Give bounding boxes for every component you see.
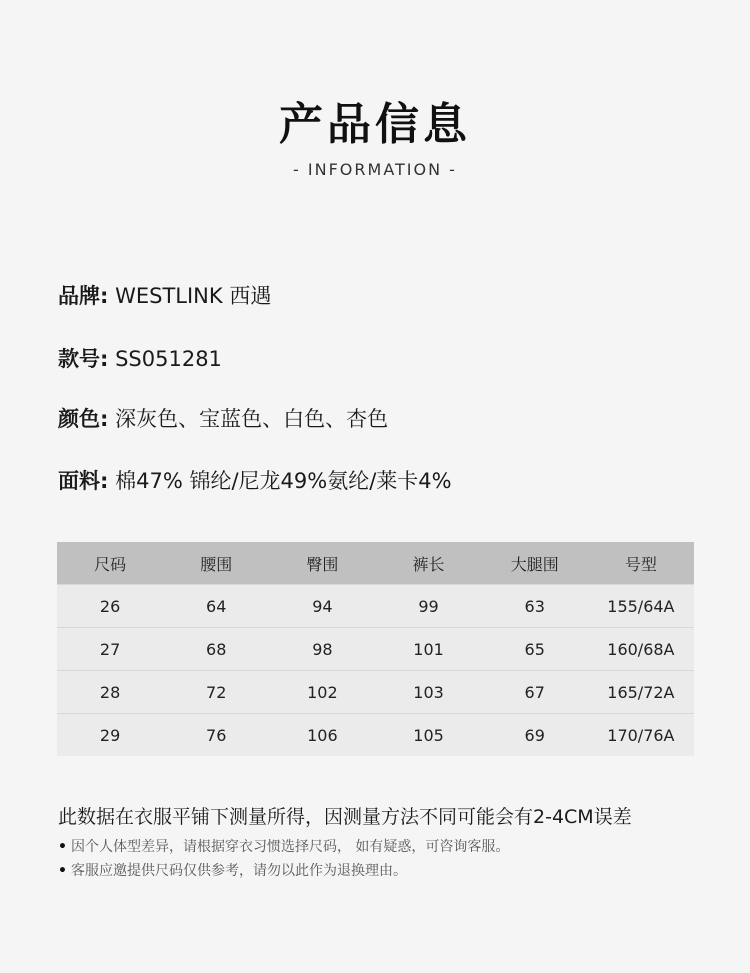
header-hip: 臀围 bbox=[269, 542, 375, 585]
note-item-text: 客服应邀提供尺码仅供参考，请勿以此作为退换理由。 bbox=[70, 863, 407, 879]
table-cell: 76 bbox=[163, 714, 269, 757]
info-fabric bbox=[58, 465, 452, 495]
table-cell: 102 bbox=[269, 671, 375, 714]
table-cell: 28 bbox=[57, 671, 163, 714]
size-table-header-row bbox=[57, 542, 694, 585]
header-fit-code: 号型 bbox=[588, 542, 694, 585]
header-length: 裤长 bbox=[375, 542, 481, 585]
table-row bbox=[57, 585, 694, 628]
table-row bbox=[57, 671, 694, 714]
bullet-icon: • bbox=[58, 839, 67, 855]
table-cell: 105 bbox=[375, 714, 481, 757]
note-item bbox=[58, 836, 509, 856]
info-style-number-label: 款号: bbox=[58, 347, 109, 371]
table-cell: 63 bbox=[482, 585, 588, 628]
note-item bbox=[58, 860, 407, 880]
table-cell: 68 bbox=[163, 628, 269, 671]
table-cell: 165/72A bbox=[588, 671, 694, 714]
table-cell: 99 bbox=[375, 585, 481, 628]
table-cell: 67 bbox=[482, 671, 588, 714]
table-cell: 101 bbox=[375, 628, 481, 671]
table-cell: 160/68A bbox=[588, 628, 694, 671]
table-cell: 69 bbox=[482, 714, 588, 757]
table-cell: 72 bbox=[163, 671, 269, 714]
header-size: 尺码 bbox=[57, 542, 163, 585]
header-waist: 腰围 bbox=[163, 542, 269, 585]
table-cell: 27 bbox=[57, 628, 163, 671]
table-row bbox=[57, 714, 694, 757]
table-cell: 155/64A bbox=[588, 585, 694, 628]
table-cell: 29 bbox=[57, 714, 163, 757]
table-cell: 103 bbox=[375, 671, 481, 714]
table-row bbox=[57, 628, 694, 671]
measurement-note: 此数据在衣服平铺下测量所得，因测量方法不同可能会有2-4CM误差 bbox=[58, 806, 632, 828]
info-brand-value: WESTLINK 西遇 bbox=[115, 284, 272, 308]
page-title: 产品信息 bbox=[279, 99, 471, 150]
table-cell: 26 bbox=[57, 585, 163, 628]
bullet-icon: • bbox=[58, 863, 67, 879]
info-fabric-value: 棉47% 锦纶/尼龙49%氨纶/莱卡4% bbox=[115, 469, 452, 493]
size-table bbox=[57, 542, 694, 756]
info-colors-value: 深灰色、宝蓝色、白色、杏色 bbox=[115, 407, 389, 431]
info-brand-label: 品牌: bbox=[58, 284, 109, 308]
header-thigh: 大腿围 bbox=[482, 542, 588, 585]
table-cell: 98 bbox=[269, 628, 375, 671]
info-fabric-label: 面料: bbox=[58, 469, 109, 493]
info-style-number-value: SS051281 bbox=[115, 347, 222, 371]
info-style-number bbox=[58, 343, 222, 373]
info-colors-label: 颜色: bbox=[58, 407, 109, 431]
info-brand bbox=[58, 280, 271, 310]
table-cell: 64 bbox=[163, 585, 269, 628]
table-cell: 94 bbox=[269, 585, 375, 628]
table-cell: 106 bbox=[269, 714, 375, 757]
page-subtitle: - INFORMATION - bbox=[293, 160, 457, 179]
note-item-text: 因个人体型差异，请根据穿衣习惯选择尺码， 如有疑惑，可咨询客服。 bbox=[70, 839, 510, 855]
info-colors bbox=[58, 403, 388, 433]
table-cell: 65 bbox=[482, 628, 588, 671]
table-cell: 170/76A bbox=[588, 714, 694, 757]
